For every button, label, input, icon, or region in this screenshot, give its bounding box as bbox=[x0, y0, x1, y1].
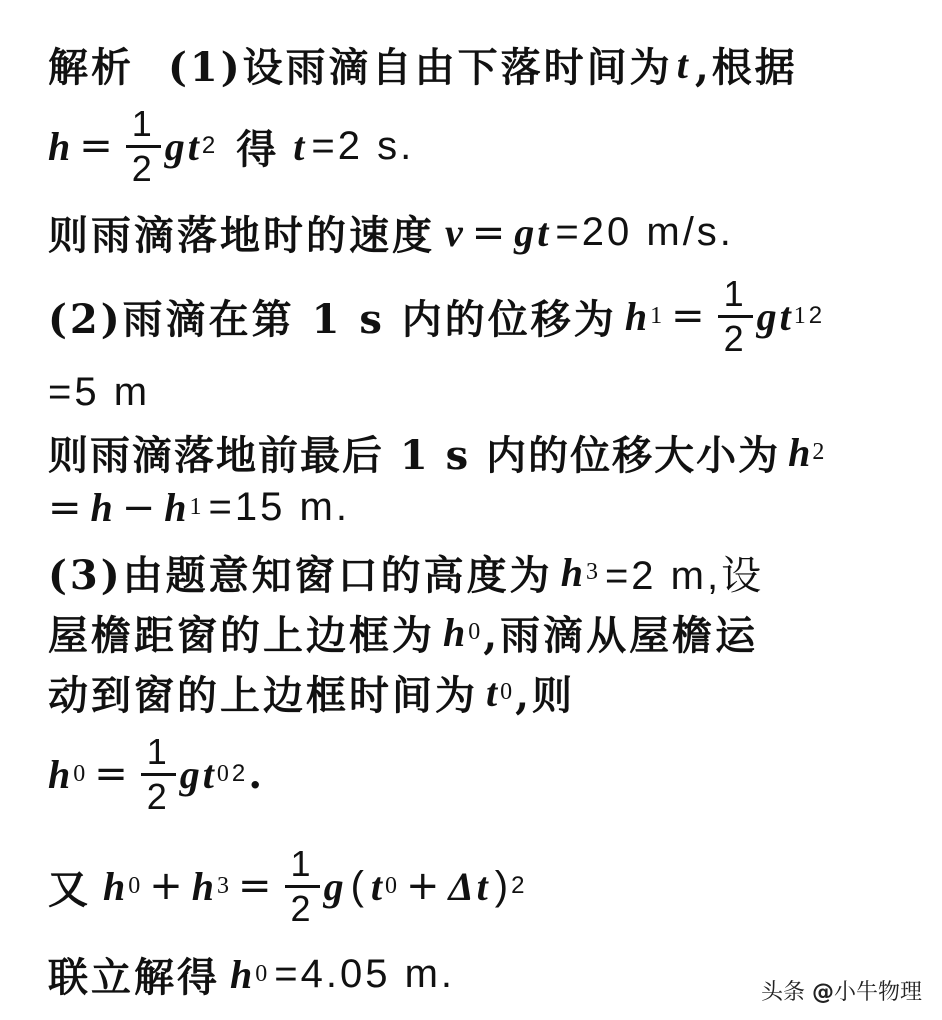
line-part1-intro bbox=[48, 36, 906, 93]
velocity-gt: gt bbox=[514, 210, 552, 255]
diff-h: h bbox=[90, 485, 116, 530]
velocity-equals: = bbox=[471, 209, 509, 256]
eq-square: 2 bbox=[201, 132, 219, 159]
line-difference bbox=[48, 484, 906, 531]
fraction-denominator: 2 bbox=[723, 317, 747, 359]
part3-line2b: ,雨滴从屋檐运 bbox=[483, 612, 759, 659]
t0-var: t bbox=[486, 670, 501, 715]
h0-sub: 0 bbox=[468, 619, 484, 645]
eq1-square: 2 bbox=[231, 760, 249, 787]
eq2-equals: = bbox=[238, 863, 275, 909]
eq-h: h bbox=[48, 123, 74, 169]
line-part3-eaves bbox=[48, 604, 906, 661]
eq2-plus2: + bbox=[406, 863, 443, 909]
eq2-delta-t: Δt bbox=[448, 863, 491, 909]
h2-sub: 2 bbox=[812, 439, 827, 465]
diff-h1-sub: 1 bbox=[189, 494, 205, 520]
result-value: =2 s. bbox=[311, 123, 415, 168]
eq2-h0: h bbox=[103, 863, 129, 909]
eq2-square: 2 bbox=[511, 872, 528, 899]
fraction-denominator: 2 bbox=[131, 147, 155, 189]
t0-sub: 0 bbox=[500, 679, 516, 705]
part2-gt: gt bbox=[756, 293, 794, 339]
line-eq1 bbox=[48, 730, 906, 818]
line-part1-equation bbox=[48, 102, 906, 190]
final-prefix: 联立解得 bbox=[48, 954, 220, 1001]
fraction-half bbox=[126, 102, 161, 189]
line-part3-time bbox=[48, 664, 906, 721]
h0-var: h bbox=[443, 610, 469, 655]
eq1-h: h bbox=[48, 751, 74, 797]
part3-line3a: 动到窗的上边框时间为 bbox=[48, 672, 478, 719]
eq2-h3: h bbox=[191, 863, 218, 909]
h3-var: h bbox=[560, 550, 586, 595]
eq2-close-paren: ) bbox=[494, 863, 512, 908]
velocity-text: 则雨滴落地时的速度 bbox=[48, 212, 435, 259]
diff-value: =15 m. bbox=[208, 485, 350, 529]
watermark bbox=[761, 975, 922, 1006]
fraction-denominator: 2 bbox=[146, 775, 170, 817]
eq2-plus: + bbox=[149, 863, 186, 909]
part3-line3b: ,则 bbox=[515, 672, 576, 719]
var-t: t bbox=[676, 42, 691, 87]
eq-gt: gt bbox=[164, 123, 202, 169]
h1-var: h bbox=[624, 293, 651, 339]
line-part2-intro bbox=[48, 272, 906, 360]
line-part3-intro bbox=[48, 544, 906, 601]
fraction-half-part2 bbox=[718, 272, 753, 359]
eq2-open-paren: ( bbox=[350, 863, 367, 908]
eq2-h3-sub: 3 bbox=[217, 872, 233, 899]
solution-label: 解析 bbox=[48, 44, 134, 91]
eq2-t-sub: 0 bbox=[385, 872, 401, 899]
part2-intro-text: (2)雨滴在第 1 s 内的位移为 bbox=[48, 295, 617, 343]
line-eq2 bbox=[48, 842, 906, 930]
fraction-half-eq2 bbox=[285, 842, 320, 929]
diff-equals: = bbox=[48, 484, 85, 531]
eq1-gt: gt bbox=[179, 751, 217, 797]
fraction-numerator: 1 bbox=[131, 102, 155, 144]
part2-equals: = bbox=[671, 293, 708, 339]
part3-line1: (3)由题意知窗口的高度为 bbox=[48, 552, 553, 599]
h3-value: =2 m,设 bbox=[604, 554, 765, 598]
part1-intro-tail: ,根据 bbox=[694, 44, 798, 91]
part2-result: =5 m bbox=[48, 370, 151, 414]
result-t: t bbox=[293, 123, 308, 169]
fraction-numerator: 1 bbox=[723, 272, 747, 314]
eq1-t-sub: 0 bbox=[216, 760, 232, 787]
eq2-g: g bbox=[323, 863, 347, 909]
watermark-account: 小牛物理 bbox=[833, 980, 922, 1005]
fraction-half-eq1 bbox=[141, 730, 176, 817]
eq-equals: = bbox=[79, 123, 116, 169]
diff-h1: h bbox=[164, 485, 190, 530]
eq-get: 得 bbox=[236, 125, 280, 173]
fraction-denominator: 2 bbox=[290, 887, 314, 929]
diff-minus: − bbox=[121, 484, 159, 531]
eq1-h-sub: 0 bbox=[73, 760, 89, 787]
watermark-at: @ bbox=[811, 980, 834, 1005]
last-second-text: 则雨滴落地前最后 1 s 内的位移大小为 bbox=[48, 432, 781, 479]
velocity-v: v bbox=[445, 210, 466, 255]
h2-var: h bbox=[788, 430, 813, 475]
line-velocity bbox=[48, 204, 906, 261]
eq2-h0-sub: 0 bbox=[128, 872, 144, 899]
eq1-equals: = bbox=[94, 751, 131, 797]
fraction-numerator: 1 bbox=[146, 730, 170, 772]
final-value: =4.05 m. bbox=[274, 952, 456, 996]
part3-line2a: 屋檐距窗的上边框为 bbox=[48, 612, 435, 659]
line-part2-result bbox=[48, 370, 906, 415]
part1-intro-text: (1)设雨滴自由下落时间为 bbox=[168, 44, 673, 91]
line-last-second bbox=[48, 424, 906, 481]
final-h-sub: 0 bbox=[255, 961, 271, 987]
watermark-source: 头条 bbox=[760, 980, 805, 1005]
h1-sub: 1 bbox=[650, 302, 666, 329]
velocity-value: =20 m/s. bbox=[555, 210, 734, 254]
t1-sub: 1 bbox=[793, 302, 809, 329]
t1-square: 2 bbox=[808, 302, 826, 329]
final-h: h bbox=[230, 952, 256, 997]
fraction-numerator: 1 bbox=[290, 842, 314, 884]
eq2-prefix: 又 bbox=[48, 865, 91, 913]
h3-sub: 3 bbox=[585, 559, 601, 585]
eq2-t: t bbox=[370, 863, 386, 909]
eq1-end: . bbox=[248, 750, 266, 798]
